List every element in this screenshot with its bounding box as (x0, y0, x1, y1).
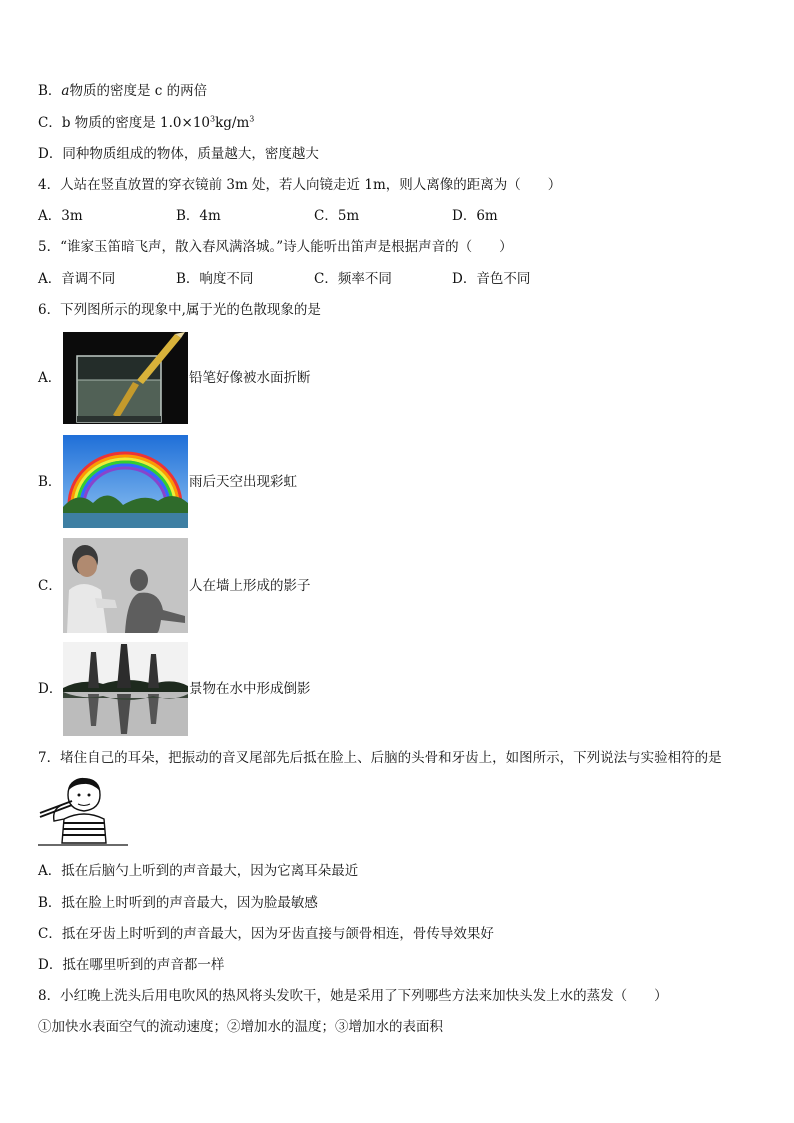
q7-option-b: B．抵在脸上时听到的声音最大，因为脸最敏感 (38, 895, 318, 911)
option-letter: B． (38, 83, 62, 99)
reflection-image (63, 642, 188, 736)
q7-option-d: D．抵在哪里听到的声音都一样 (38, 957, 225, 973)
option-text: C．b 物质的密度是 1.0×10 (38, 115, 211, 131)
q6-option-b-text: 雨后天空出现彩虹 (189, 474, 297, 490)
q6-option-d-letter: D． (38, 681, 63, 697)
q6-option-c-letter: C． (38, 578, 62, 594)
superscript: 3 (210, 114, 216, 124)
superscript: 3 (249, 114, 255, 124)
q5-stem: 5．“谁家玉笛暗飞声，散入春风满洛城。”诗人能听出笛声是根据声音的（ ） (38, 239, 513, 255)
q7-option-c: C．抵在牙齿上时听到的声音最大，因为牙齿直接与颌骨相连，骨传导效果好 (38, 926, 494, 942)
q5-option-b: B．响度不同 (176, 271, 254, 287)
q4-option-c: C．5m (314, 208, 360, 224)
q3-option-d: D．同种物质组成的物体，质量越大，密度越大 (38, 146, 319, 162)
q6-stem: 6．下列图所示的现象中,属于光的色散现象的是 (38, 302, 321, 318)
q4-option-a: A．3m (38, 208, 83, 224)
shadow-on-wall-image (63, 538, 188, 633)
q6-option-d-text: 景物在水中形成倒影 (189, 681, 311, 697)
boy-tuning-fork-image (38, 775, 128, 850)
variable-a: a (61, 83, 70, 99)
pencil-in-water-image (63, 332, 188, 424)
q7-option-a: A．抵在后脑勺上听到的声音最大，因为它离耳朵最近 (38, 863, 359, 879)
q5-option-d: D．音色不同 (452, 271, 531, 287)
q5-option-a: A．音调不同 (38, 271, 116, 287)
unit-text: kg/m (215, 115, 250, 131)
q4-option-d: D．6m (452, 208, 498, 224)
q5-option-c: C．频率不同 (314, 271, 392, 287)
q4-option-b: B．4m (176, 208, 221, 224)
option-text: 物质的密度是 c 的两倍 (69, 83, 208, 99)
q6-option-c-text: 人在墙上形成的影子 (189, 578, 311, 594)
q4-stem: 4．人站在竖直放置的穿衣镜前 3m 处，若人向镜走近 1m，则人离像的距离为（ ） (38, 177, 562, 193)
q6-option-b-letter: B． (38, 474, 62, 490)
q3-option-b (38, 82, 207, 100)
rainbow-image (63, 435, 188, 528)
q7-stem: 7．堵住自己的耳朵，把振动的音叉尾部先后抵在脸上、后脑的头骨和牙齿上，如图所示，下列说法与实验相符的是 (38, 750, 722, 766)
q6-option-a-text: 铅笔好像被水面折断 (189, 370, 311, 386)
q8-detail: ①加快水表面空气的流动速度；②增加水的温度；③增加水的表面积 (38, 1019, 443, 1035)
q3-option-c (38, 114, 254, 132)
q8-stem: 8．小红晚上洗头后用电吹风的热风将头发吹干，她是采用了下列哪些方法来加快头发上水的蒸发（ ） (38, 988, 668, 1004)
q6-option-a-letter: A． (38, 370, 62, 386)
